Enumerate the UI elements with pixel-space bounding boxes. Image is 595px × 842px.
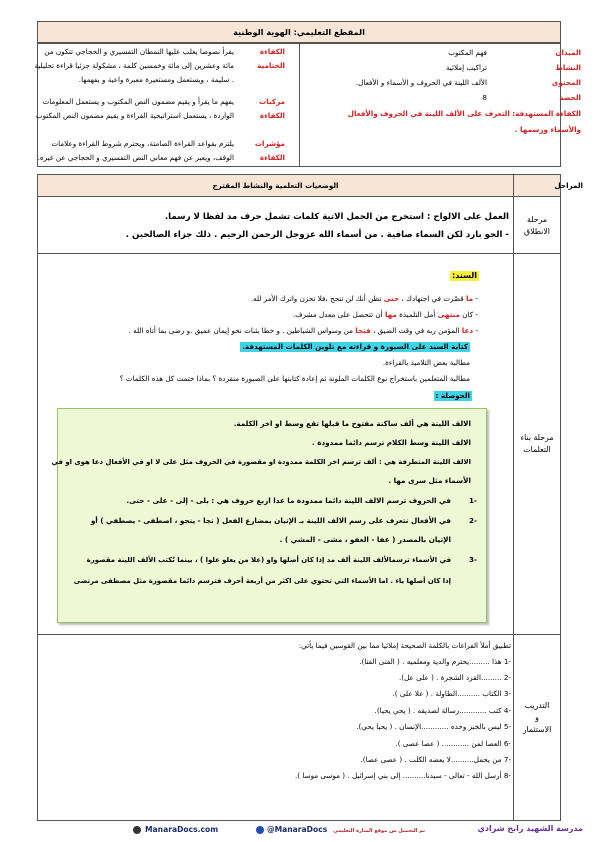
exercise-item-3: -3 الكتاب ..........الطاولة . ( علا على ).: [392, 689, 511, 698]
field-value-session: 8: [482, 93, 487, 102]
handle-icon: [256, 826, 264, 834]
left-text-5: يلتزم بقواعد القراءة الصامتة، ويحترم شروط القراءة وعلامات: [51, 139, 234, 148]
field-value-domain: فهم المكتوب: [448, 48, 487, 57]
rule-3-number: -3: [469, 555, 477, 564]
exercise-item-2: -2 .........القرد الشجرة . ( على عل).: [399, 673, 511, 682]
title-bar: [37, 21, 561, 43]
support-line-3: - دعا المؤمن ربه في وقت الضيق ، فنجا من وسواس الشياطين . و خطا بثبات نحو إيمان عميق .و رضى بما أتاه الله .: [128, 326, 478, 335]
tagline: تم التحميل من موقع المنارة التعليمي: [333, 828, 425, 834]
field-value-content: الألف اللينة في الحروف و الأسماء و الأفعال.: [355, 78, 487, 87]
left-label-0: الكفاءة: [259, 47, 285, 56]
field-label-session: الحصة: [559, 93, 581, 102]
summary-line-1: الالف اللينة هي ألف ساكنة مفتوح ما قبلها تقع وسط او اخر الكلمة.: [233, 419, 471, 428]
left-text-3: يفهم ما يقرأ و يقيم مضمون النص المكتوب و يستعمل المعلومات: [42, 97, 234, 106]
stage1-task: العمل على الالواح : استخرج من الجمل الاتية كلمات تشمل حرف مد لفظا لا رسما.: [164, 212, 509, 222]
stage3-label: التدريب و الاستثمار: [522, 701, 552, 734]
left-label-1: الختامية: [257, 61, 285, 70]
support-line-2: - كان منتهى أمل التلميذة مها أن تتحصل على معدل مشرف.: [292, 310, 478, 319]
rule-1-text: في الحروف ترسم الالف اللينة دائما ممدودة ما عدا اربع حروف هي : بلى - إلى - على - حتى.: [126, 496, 451, 505]
left-text-2: . سليمة ، ويستعمل ومستعيرة معبرة واعية و يفهمها.: [78, 75, 234, 84]
ask-read: مطالبة بعض التلاميذ بالقراءة.: [382, 358, 470, 367]
page-title: المقطع التعليمي: الهوية الوطنية: [233, 27, 365, 37]
globe-icon: [133, 826, 141, 834]
field-label-content: المحتوى: [551, 78, 581, 87]
write-instruction: كتابة السند على السبورة و قراءته مع تلوين الكلمات المستهدفة.: [242, 342, 468, 351]
rule-3-text-cont: إذا كان أصلها ياء . اما الأسماء التي تحتوي على اكثر من أربعة أحرف فترسم دائما مقصورة مثل مصطفى مرتضى: [73, 577, 451, 585]
rule-3-text: في الأسماء ترسمالألف اللينة ألف مد إذا كان أصلها واو (علا من يعلو علوا ) ، بينما تُكتب الألف اللينة مقصورة: [86, 556, 451, 564]
left-label-5: مؤشرات: [254, 139, 285, 148]
exercise-item-5: -5 ليس بالخبز وحده ............الإنسان . ( يحيا يحي).: [356, 722, 511, 731]
field-label-domain: الميدان: [555, 48, 581, 57]
left-text-1: مائة وعشرين إلى مائة وخمسين كلمة ، مشكولة جزئيا قراءة تحليلية: [34, 61, 234, 70]
stage1-label: مرحلة الانطلاق: [524, 215, 550, 236]
summary-line-4: الأسماء مثل سرى مها .: [388, 476, 471, 485]
exercise-item-7: -7 من يحمل..........لا يعضه الكلب . ( عصى عصا).: [360, 755, 511, 764]
social-handle[interactable]: @ManaraDocs: [267, 825, 328, 834]
exercise-item-1: -1 هذا .........يحترم والدية ومعلميه . ( الفتى الفتا).: [359, 657, 511, 666]
rule-1-number: -1: [469, 496, 477, 505]
ask-question: مطالبة المتعلمين باستخراج نوع الكلمات الملونة ثم إعادة كتابتها على الصبورة منفردة ؟ بماذا ختمت كل هذه الكلمات ؟: [119, 374, 470, 383]
left-label-3: مركبات: [259, 97, 285, 106]
left-label-4: الكفاءة: [259, 111, 285, 120]
exercise-item-4: -4 كتب ............رسالة لصديقه . ( يحي يحيا).: [374, 706, 511, 715]
summary-title: الحوصلة :: [435, 391, 470, 400]
header-content: الوضعيات التعلمية والنشاط المقترح: [212, 181, 339, 190]
rule-2-text-cont: الإتيان بالمصدر ( عفا - العفو ، مشى - المشي ) .: [279, 535, 451, 544]
exercise-item-8: -8 أرسل الله - تعالى - سيدنا.......... إلى بني إسرائيل . ( موسى موسا ).: [295, 771, 511, 780]
field-value-activity: تراكيب إملائية: [445, 63, 487, 72]
rule-2-number: -2: [469, 516, 477, 525]
left-text-0: يقرأ نصوصا يغلب عليها النمطان التفسيري و الحجاجي تتكون من: [44, 47, 234, 56]
target-skill-line1: الكفاءة المستهدفة: التعرف على الألف اللينة في الحروف والأفعال: [347, 109, 581, 118]
stage1-sentences: - الجو بارد لكن السماء صافية . من أسماء الله عزوجل الرحمن الرحيم . ذلك جزاء الصالحين .: [125, 230, 509, 240]
summary-line-3: الالف اللينة المتطرفة هي : ألف ترسم اخر الكلمة ممدودة او مقصورة في الحروف مثل على لا او في الأفعال دعا هوى او في: [51, 458, 471, 466]
left-text-4: الواردة ، يستعمل استراتيجية القراءة و يقيم مضمون النص المكتوب: [35, 111, 234, 120]
stage2-label: مرحلة بناء التعلمات: [520, 433, 554, 454]
exercise-item-6: -6 العصا لمن ............ ( عصا عصى ).: [395, 739, 511, 748]
support-line-1: - ما قصّرت في اجتهادك ، حتى تظن أنك لن تنجح ،فلا تحزن واترك الأمر لله.: [250, 294, 478, 303]
summary-line-2: الالف اللينة وسط الكلام ترسم دائما ممدودة .: [311, 438, 471, 447]
website-link[interactable]: ManaraDocs.com: [145, 825, 219, 834]
field-label-activity: النشاط: [555, 63, 581, 72]
support-title: السند:: [452, 271, 477, 280]
left-text-6: الوقف، ويعبر عن فهم معاني النص التفسيري و الحجاجي عن غيره.: [37, 153, 234, 162]
header-stage: المراحل: [554, 181, 583, 190]
left-label-6: الكفاءة: [259, 153, 285, 162]
exercise-instruction: تطبيق أملأ الفراغات بالكلمة الصحيحة إملائيا مما بين القوسين فيما يأتي:: [298, 641, 511, 650]
target-skill-line2: والأسماء ورسمها .: [514, 125, 581, 134]
school-name: مدرسة الشهيد رابح شرادي: [477, 824, 583, 833]
rule-2-text: في الأفعال نتعرف على رسم الالف اللينة بـ الإتيان بمضارع الفعل ( نجا - ينجو ، اصطفى - يصطفي ) أو: [90, 516, 451, 525]
